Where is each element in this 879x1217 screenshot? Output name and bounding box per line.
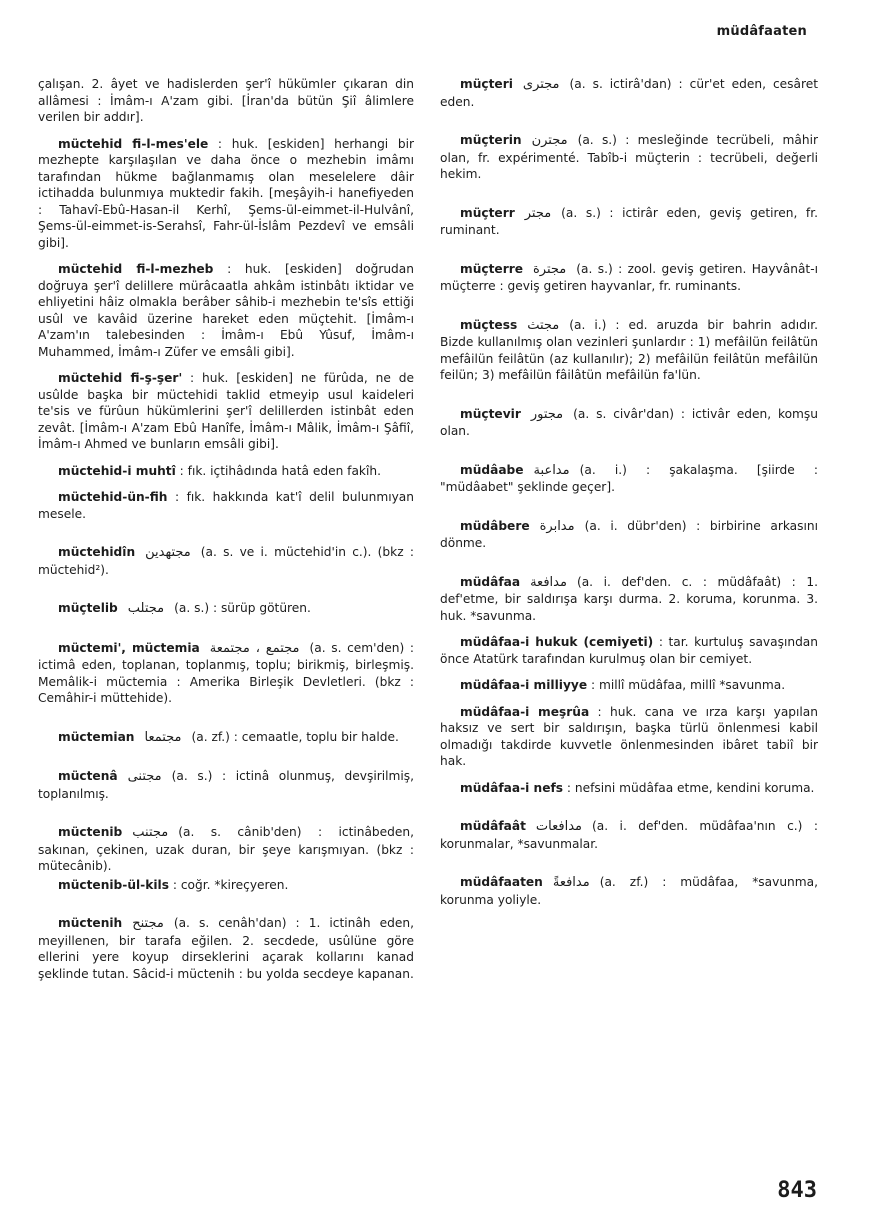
headword: müctenih — [58, 916, 123, 930]
entry-text: (a. s.) : mesleğinde tecrübeli, mâhir olan, fr. expérimenté. Tabîb-i müçterin : tecrübeli, değerli hekim. — [440, 133, 818, 181]
entry-text: (a. zf.) : müdâfaa, *savunma, korunma yoliyle. — [440, 875, 818, 907]
entry-text: (a. s.) : zool. geviş getiren. Hayvânât-ı müçterre : geviş getiren hayvanlar, fr. ruminants. — [440, 261, 818, 293]
entry-13 — [38, 915, 414, 982]
headword: müçtess — [460, 317, 518, 332]
entry-20 — [440, 462, 818, 496]
entry-text: (a. s.) : ictinâ olunmuş, devşirilmiş, toplanılmış. — [38, 769, 414, 801]
arabic-script: مجترة — [532, 261, 567, 277]
entry-text: (a. i. dübr'den) : birbirine arkasını dönme. — [440, 518, 818, 550]
entry-text: : fık. hakkında kat'î delil bulunmıyan mesele. — [38, 490, 414, 521]
arabic-script: مجترى — [522, 77, 560, 92]
headword: müdâfaa-i hukuk (cemiyeti) — [460, 635, 654, 649]
arabic-script: مجتر — [524, 205, 552, 221]
arabic-script: مجتور — [530, 406, 564, 422]
entry-3 — [38, 370, 414, 453]
headword: müdâfaaten — [460, 875, 543, 889]
entry-text: (a. s. ictirâ'dan) : cür'et eden, cesâret eden. — [440, 77, 818, 109]
headword: müçteri — [460, 77, 513, 91]
entry-text: : huk. [eskiden] ne fürûda, ne de usûlde başka bir müctehidi taklid etmeyip usul kaideleri te'sis ve fürûun hükümlerini şer'î delillerden istinbât eden zevât. [İmâm-ı A'zam Ebû Hanîfe, İmâm-ı Mâlik, İmâm-ı Şâfiî, İmâm-ı Ahmed ve bunların emsâli gibi]. — [38, 371, 414, 451]
entry-text: (a. s.) : sürüp götüren. — [174, 601, 311, 615]
entry-text: (a. i.) : şakalaşma. [şiirde : "müdâabet" şeklinde geçer]. — [440, 462, 818, 494]
entry-text: (a. i.) : ed. aruzda bir bahrin adıdır. Bizde kullanılmış olan vezinleri şunlardır : 1) mefâilün feilâtün mefâilün feilâtün (az kullanılır); 2) mefâilün feilâtün mefâilün feilün; 3) mefâilün fâilâtün mefâilün fa'lün. — [440, 317, 818, 382]
entry-text: (a. s.) : ictirâr eden, geviş getiren, fr. ruminant. — [440, 205, 818, 237]
entry-8 — [38, 640, 414, 707]
entry-1 — [38, 136, 414, 252]
arabic-script: مجتنح — [132, 916, 164, 931]
entry-25 — [440, 704, 818, 770]
headword: müctehid-i muhtî — [58, 463, 176, 478]
entry-27 — [440, 818, 818, 852]
headword: müctenib-ül-kils — [58, 877, 169, 892]
entry-text: : millî müdâfaa, millî *savunma. — [587, 678, 786, 692]
entry-text: : fık. içtihâdında hatâ eden fakîh. — [175, 463, 381, 478]
entry-text: : huk. cana ve ırza karşı yapılan haksız ve sert bir saldırışın, başka türlü önlenmesi kabil olmadığı takdirde kuvvetle önlenmesinden ibâret tabiî bir hak. — [440, 704, 818, 768]
headword: müçterin — [460, 133, 522, 147]
headword: müctehid fi-l-mezheb — [58, 262, 214, 276]
entry-21 — [440, 518, 818, 552]
entry-7 — [38, 600, 414, 618]
entry-0 — [38, 76, 414, 126]
headword: müçtelib — [58, 601, 118, 615]
entry-text: : tar. kurtuluş savaşından önce Atatürk tarafından kurulmuş olan bir cemiyet. — [440, 635, 818, 666]
headword: müçterre — [460, 261, 523, 276]
entry-text: (a. i. def'den. c. : müdâfaât) : 1. def'etme, bir saldırışa karşı durma. 2. koruma, korunma. 3. huk. *savunma. — [440, 574, 818, 623]
entry-18 — [440, 317, 818, 384]
entry-24 — [440, 677, 818, 694]
headword: müctenâ — [58, 769, 118, 783]
entry-text: : huk. [eskiden] herhangi bir mezhepte karşılaşılan ve daha önce o mezhebin imâmı tarafından hükme bağlanmamış olan meselelere dâir ictihadda bulunmıya muktedir fakih. [meşâyih-i hanefiyeden : Tahavî-Ebû-Hasan-il Kerhî, Şems-ül-eimmet-il-Hulvânî, Şems-ül-eimmet-is-Serahsî, Fahr-ül-İslâm Pezdevî ve emsâli gibi]. — [38, 136, 414, 250]
running-head: müdâfaaten — [716, 24, 807, 39]
headword: müctehid fi-ş-şer' — [58, 371, 183, 385]
headword: müdâfaa-i milliyye — [460, 678, 588, 692]
arabic-script: مجتهدين — [145, 545, 191, 560]
right-column — [440, 76, 818, 918]
arabic-script: مجتمعا — [144, 729, 182, 745]
arabic-script: مجتث — [527, 317, 560, 333]
arabic-script: مجتمع ، مجتمعة — [209, 640, 300, 656]
arabic-script: مجتنى — [127, 769, 162, 784]
headword: müctemi', müctemia — [58, 640, 200, 655]
headword: müdâbere — [460, 518, 530, 533]
entry-text: (a. zf.) : cemaatle, toplu bir halde. — [191, 729, 399, 744]
arabic-script: مدافعة — [530, 574, 567, 590]
entry-text: (a. s. ve i. müctehid'in c.). (bkz : müctehid²). — [38, 545, 414, 577]
headword: müctemian — [58, 729, 135, 744]
entry-12 — [38, 877, 414, 894]
arabic-script: مداعبة — [533, 462, 570, 478]
entry-text: : nefsini müdâfaa etme, kendini koruma. — [563, 780, 815, 795]
headword: müctenib — [58, 825, 123, 839]
left-column — [38, 76, 414, 992]
entry-4 — [38, 463, 414, 480]
entry-6 — [38, 544, 414, 578]
entry-text: (a. s. cenâh'dan) : 1. ictinâh eden, meyillenen, bir tarafa eğilen. 2. secdede, usûlüne göre ellerini yere koyup dirseklerini açarak kollarını kanad şeklinde tutan. Sâcid-i müctenih : bu yolda secdeye kapanan. — [38, 916, 414, 981]
arabic-script: مدافعات — [535, 819, 582, 834]
entry-10 — [38, 768, 414, 802]
headword: müdâfaât — [460, 819, 526, 833]
entry-text: (a. s. civâr'dan) : ictivâr eden, komşu olan. — [440, 406, 818, 438]
headword: müdâfaa — [460, 574, 521, 589]
entry-14 — [440, 76, 818, 110]
entry-9 — [38, 729, 414, 747]
arabic-script: مجتنب — [132, 825, 169, 840]
entry-5 — [38, 489, 414, 522]
entry-23 — [440, 634, 818, 667]
entry-15 — [440, 132, 818, 183]
entry-text: : huk. [eskiden] doğrudan doğruya şer'î delillere mürâcaatla ahkâm istinbâtı iktidar ve ehliyetini hâiz olmakla berâber sâhib-i mezhebin te'sîs ettiği usûl ve kavâid üzerine hareket eden müçtehit. [İmâm-ı A'zam'ın talebesinden : İmâm-ı Ebû Yûsuf, İmâm-ı Muhammed, İmâm-ı Züfer ve emsâli gibi]. — [38, 262, 414, 359]
arabic-script: مجترن — [531, 133, 568, 148]
headword: müçterr — [460, 205, 515, 220]
entry-text: çalışan. 2. âyet ve hadislerden şer'î hükümler çıkaran din allâmesi : İmâm-ı A'zam gibi. [İran'da bütün Şiî âlimlere verilen bir addır]. — [38, 77, 414, 124]
page-number: 843 — [777, 1178, 817, 1203]
arabic-script: مدافعةً — [552, 875, 590, 890]
entry-22 — [440, 574, 818, 625]
headword: müctehidîn — [58, 545, 136, 559]
entry-2 — [38, 261, 414, 360]
headword: müctehid-ün-fih — [58, 490, 168, 504]
headword: müctehid fi-l-mes'ele — [58, 136, 209, 151]
headword: müdâfaa-i meşrûa — [460, 704, 590, 719]
headword: müçtevir — [460, 406, 521, 421]
entry-16 — [440, 205, 818, 239]
entry-11 — [38, 824, 414, 875]
entry-26 — [440, 780, 818, 797]
arabic-script: مجتلب — [127, 601, 165, 616]
entry-text: : coğr. *kireçyeren. — [168, 877, 289, 892]
entry-text: (a. s. cem'den) : ictimâ eden, toplanan, toplanmış, toplu; birikmiş, birleşmiş. Memâlik-i müctemia : Amerika Birleşik Devletleri. (bkz : Cemâhir-i müttehide). — [38, 640, 414, 705]
headword: müdâabe — [460, 462, 524, 477]
entry-text: (a. s. cânib'den) : ictinâbeden, sakınan, çekinen, uzak duran, bir şeye karışmıyan. (bkz : mütecânib). — [38, 825, 414, 873]
entry-17 — [440, 261, 818, 295]
arabic-script: مدابرة — [539, 518, 575, 534]
headword: müdâfaa-i nefs — [460, 780, 564, 795]
entry-19 — [440, 406, 818, 440]
entry-text: (a. i. def'den. müdâfaa'nın c.) : korunmalar, *savunmalar. — [440, 819, 818, 851]
entry-28 — [440, 874, 818, 908]
